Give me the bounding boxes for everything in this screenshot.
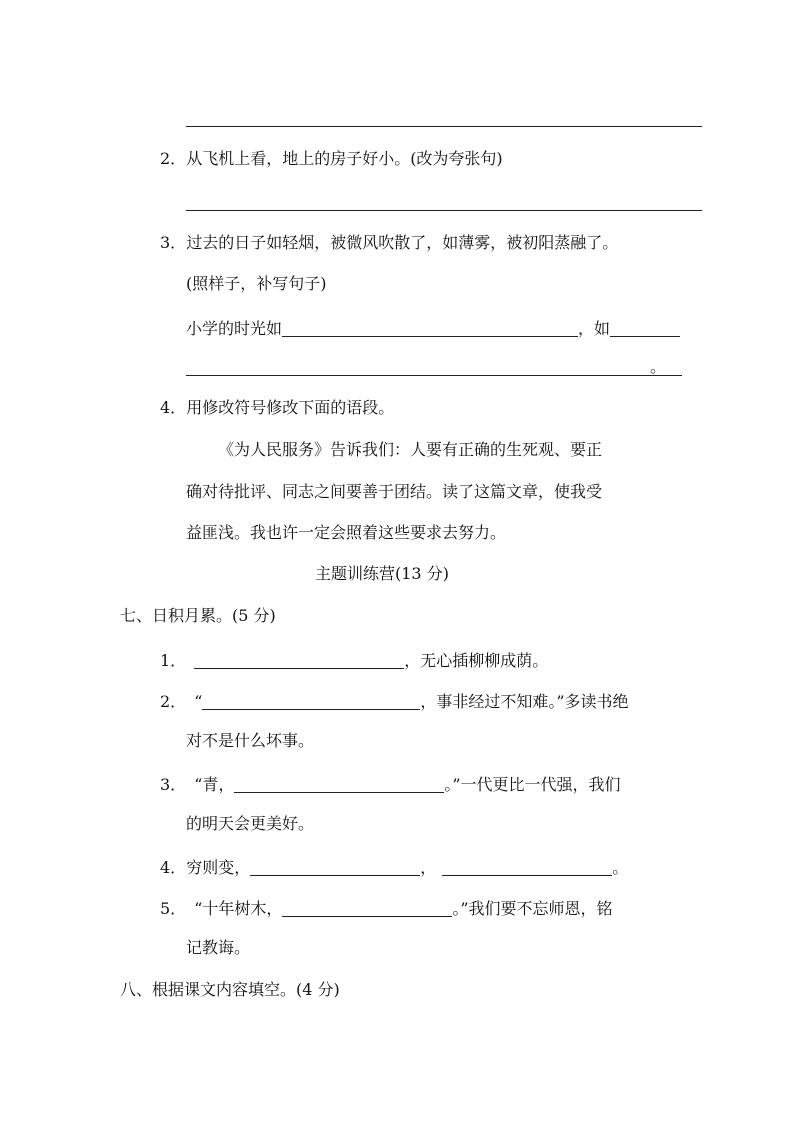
fill-prefix: 小学的时光如 bbox=[186, 319, 283, 338]
item-text: 穷则变， bbox=[186, 858, 251, 877]
item-text: ， bbox=[420, 858, 437, 877]
question-item bbox=[160, 650, 548, 669]
item-number: 5． bbox=[160, 899, 187, 918]
item-continuation: 记教诲。 bbox=[186, 938, 251, 957]
section-title: 主题训练营(13 分) bbox=[315, 564, 449, 583]
item-text: ，事非经过不知难。”多读书绝 bbox=[420, 692, 629, 711]
answer-blank[interactable] bbox=[610, 318, 680, 337]
question-item bbox=[160, 235, 618, 251]
item-text: 。”一代更比一代强，我们 bbox=[444, 775, 621, 794]
question-item bbox=[160, 857, 628, 876]
item-text: 过去的日子如轻烟，被微风吹散了，如薄雾，被初阳蒸融了。 bbox=[186, 233, 619, 252]
answer-blank[interactable] bbox=[234, 774, 444, 793]
item-number: 2． bbox=[160, 149, 187, 168]
item-number: 4． bbox=[160, 858, 187, 877]
question-item bbox=[160, 400, 394, 416]
item-text: 。 bbox=[612, 858, 629, 877]
item-text: “青， bbox=[194, 775, 235, 794]
question-heading: 八、根据课文内容填空。(4 分) bbox=[120, 980, 340, 999]
item-text: ，无心插柳柳成荫。 bbox=[404, 651, 549, 670]
paragraph-line: 益匪浅。我也许一定会照着这些要求去努力。 bbox=[186, 523, 507, 542]
item-number: 3． bbox=[160, 775, 187, 794]
item-text: 从飞机上看，地上的房子好小。(改为夸张句) bbox=[186, 149, 503, 168]
item-number: 1． bbox=[160, 651, 187, 670]
paragraph-line: 确对待批评、同志之间要善于团结。读了这篇文章，使我受 bbox=[186, 482, 603, 501]
item-text: 。”我们要不忘师恩，铭 bbox=[452, 899, 613, 918]
question-item bbox=[160, 151, 503, 167]
answer-line[interactable] bbox=[186, 210, 702, 211]
item-text: 用修改符号修改下面的语段。 bbox=[186, 398, 395, 417]
item-number: 2． bbox=[160, 692, 187, 711]
answer-blank[interactable] bbox=[282, 898, 452, 917]
answer-blank[interactable] bbox=[202, 691, 420, 710]
item-continuation: 对不是什么坏事。 bbox=[186, 731, 315, 750]
fill-end-period: 。 bbox=[650, 357, 667, 376]
question-item bbox=[160, 774, 621, 793]
answer-blank[interactable] bbox=[442, 857, 612, 876]
fill-line bbox=[186, 318, 680, 337]
item-instruction: (照样子，补写句子) bbox=[186, 274, 327, 293]
answer-line[interactable] bbox=[186, 375, 682, 376]
question-heading: 七、日积月累。(5 分) bbox=[120, 606, 276, 625]
answer-line[interactable] bbox=[186, 126, 702, 127]
item-number: 4． bbox=[160, 398, 187, 417]
paragraph-line: 《为人民服务》告诉我们：人要有正确的生死观、要正 bbox=[218, 440, 603, 459]
answer-blank[interactable] bbox=[282, 318, 578, 337]
question-item bbox=[160, 898, 613, 917]
open-quote: “ bbox=[194, 692, 203, 711]
fill-mid: ，如 bbox=[578, 319, 611, 338]
item-number: 3． bbox=[160, 233, 187, 252]
item-text: “十年树木， bbox=[194, 899, 283, 918]
question-item bbox=[160, 691, 629, 710]
answer-blank[interactable] bbox=[194, 650, 404, 669]
answer-blank[interactable] bbox=[250, 857, 420, 876]
item-continuation: 的明天会更美好。 bbox=[186, 814, 315, 833]
